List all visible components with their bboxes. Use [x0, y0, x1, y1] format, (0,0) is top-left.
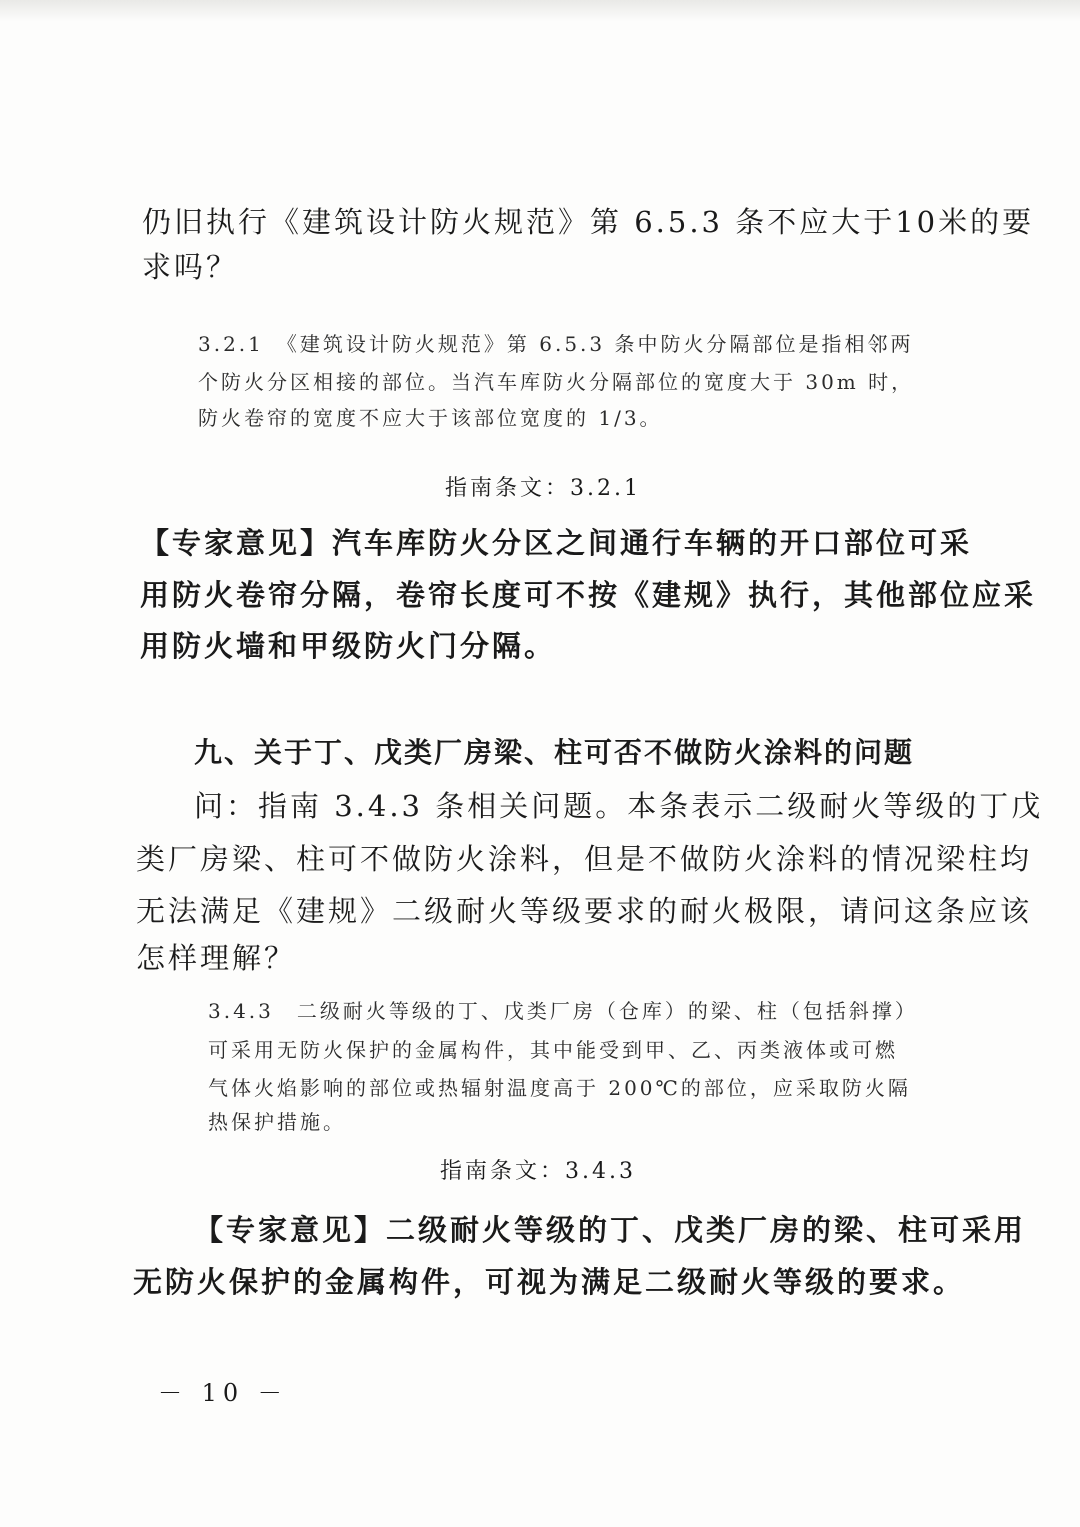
quoted-clause-line: 气体火焰影响的部位或热辐射温度高于 200℃的部位，应采取防火隔	[208, 1076, 911, 1100]
expert-opinion-line: 用防火墙和甲级防火门分隔。	[140, 629, 557, 663]
expert-opinion-line: 【专家意见】二级耐火等级的丁、戊类厂房的梁、柱可采用	[194, 1213, 1027, 1247]
expert-opinion-line: 用防火卷帘分隔，卷帘长度可不按《建规》执行，其他部位应采	[140, 578, 1037, 612]
question-line: 类厂房梁、柱可不做防火涂料，但是不做防火涂料的情况梁柱均	[136, 842, 1033, 876]
paragraph-line: 求吗？	[142, 250, 239, 284]
question-line: 无法满足《建规》二级耐火等级要求的耐火极限，请问这条应该	[136, 894, 1033, 928]
scan-edge	[0, 0, 1080, 22]
guide-clause-caption: 指南条文：3.2.1	[445, 476, 641, 501]
quoted-clause-line: 热保护措施。	[208, 1110, 346, 1134]
question-line: 怎样理解？	[136, 941, 297, 975]
quoted-clause-line: 个防火分区相接的部位。当汽车库防火分隔部位的宽度大于 30m 时，	[198, 370, 915, 394]
paragraph-line: 仍旧执行《建筑设计防火规范》第 6.5.3 条不应大于10米的要	[142, 205, 1035, 239]
section-heading: 九、关于丁、戊类厂房梁、柱可否不做防火涂料的问题	[194, 736, 915, 769]
quoted-clause-line: 3.2.1 《建筑设计防火规范》第 6.5.3 条中防火分隔部位是指相邻两	[198, 332, 914, 356]
quoted-clause-line: 防火卷帘的宽度不应大于该部位宽度的 1/3。	[198, 406, 663, 430]
page-number: － 10 －	[158, 1379, 288, 1407]
guide-clause-caption: 指南条文：3.4.3	[440, 1159, 636, 1184]
question-line: 问：指南 3.4.3 条相关问题。本条表示二级耐火等级的丁戊	[194, 789, 1044, 823]
expert-opinion-line: 【专家意见】汽车库防火分区之间通行车辆的开口部位可采	[140, 526, 973, 560]
expert-opinion-line: 无防火保护的金属构件，可视为满足二级耐火等级的要求。	[133, 1265, 966, 1299]
quoted-clause-line: 可采用无防火保护的金属构件，其中能受到甲、乙、丙类液体或可燃	[208, 1038, 898, 1062]
quoted-clause-line: 3.4.3 二级耐火等级的丁、戊类厂房（仓库）的梁、柱（包括斜撑）	[208, 999, 918, 1023]
